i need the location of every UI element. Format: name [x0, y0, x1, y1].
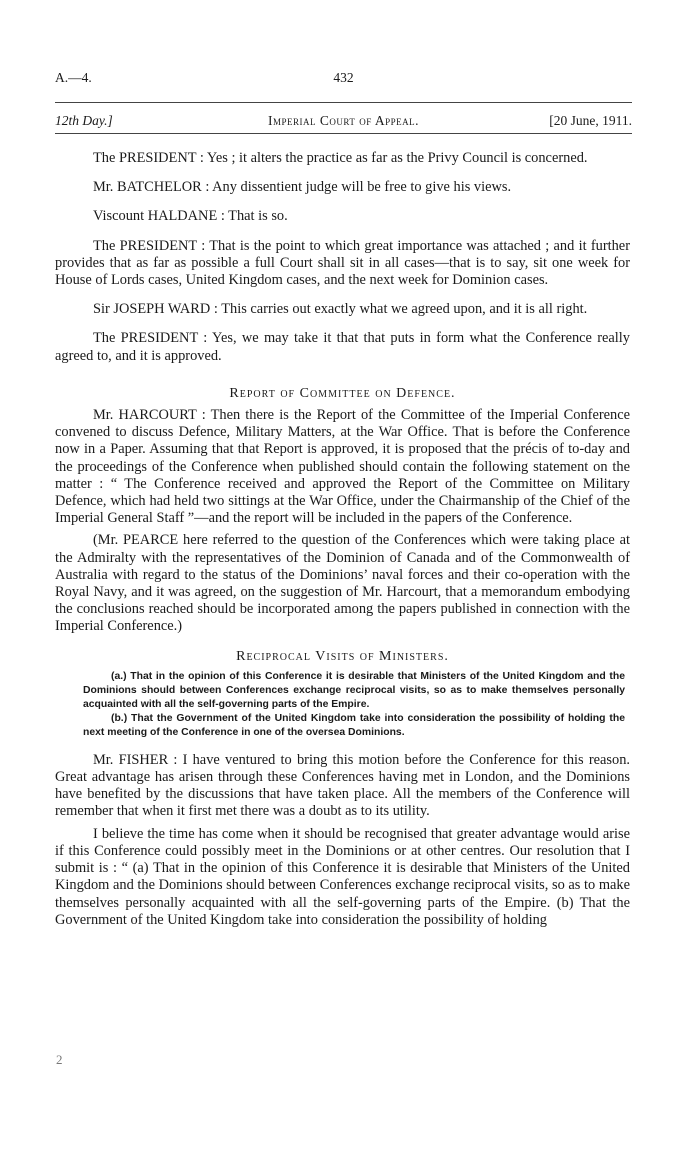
document-reference: A.—4. [55, 70, 92, 85]
paragraph: I believe the time has come when it should be recognised that greater advantage would arise if this Conference could possibly meet in the Dominions or at other centres. Our resolution that I submit is : “ (a) That in the opinion of this Conference it is desirable that Ministers of the United Kingdom and the Dominions should between Conferences exchange reciprocal visits, so as to make themselves personally acquainted with all the self-governing parts of the Empire. (b) That the Government of the United Kingdom take into consideration the possibility of holding [55, 825, 630, 928]
sitting-date: [20 June, 1911. [549, 113, 632, 128]
top-header [55, 70, 632, 90]
section-heading-defence: Report of Committee on Defence. [229, 385, 456, 401]
paragraph: Mr. HARCOURT : Then there is the Report of the Committee of the Imperial Conference convened to discuss Defence, Military Matters, at the War Office. That is before the Conference now in a Paper. Assuming that that Report is approved, it is proposed that the précis of to-day and the proceedings of the Conference when published should contain the following statement on the matter : “ The Conference received and approved the Report of the Committee on Military Defence, which had held two sittings at the War Office, under the Chairmanship of the Chief of the Imperial General Staff ”—and the report will be included in the papers of the Conference. [55, 407, 630, 527]
header-rule-top [55, 102, 632, 103]
paragraph: Mr. FISHER : I have ventured to bring this motion before the Conference for this reason. Great advantage has arisen through these Conferences having met in London, and the Dominions have benefited by the discussions that have taken place. All the members of the Conference will remember that when it first met there was a doubt as to its utility. [55, 751, 630, 820]
section-heading-reciprocal-visits: Reciprocal Visits of Ministers. [236, 648, 449, 664]
running-header [55, 113, 632, 133]
running-title: Imperial Court of Appeal. [268, 113, 419, 128]
resolution-a: (a.) That in the opinion of this Conference it is desirable that Ministers of the United Kingdom and the Dominions should between Conferences exchange reciprocal visits, so as to make themselves personally acquainted with all the self-governing parts of the Empire. [83, 670, 625, 710]
paragraph: (Mr. PEARCE here referred to the question of the Conferences which were taking place at the Admiralty with the representatives of the Dominion of Canada and of the Commonwealth of Australia with regard to the status of the Dominions’ naval forces and their co-operation with the Royal Navy, and it was agreed, on the suggestion of Mr. Harcourt, that a memorandum embodying the conclusions reached should be incorporated among the papers published in connection with the Imperial Conference.) [55, 532, 630, 635]
resolution-text [55, 670, 630, 740]
document-body [55, 150, 630, 929]
paragraph: The PRESIDENT : Yes, we may take it that that puts in form what the Conference really agreed to, and it is approved. [55, 330, 630, 364]
resolution-b: (b.) That the Government of the United Kingdom take into consideration the possibility of holding the next meeting of the Conference in one of the oversea Dominions. [83, 712, 625, 738]
header-rule-bottom [55, 133, 632, 134]
paragraph: Sir JOSEPH WARD : This carries out exactly what we agreed upon, and it is all right. [93, 301, 588, 318]
signature-mark: 2 [56, 1052, 63, 1067]
paragraph: Mr. BATCHELOR : Any dissentient judge will be free to give his views. [93, 179, 512, 196]
page-number: 432 [333, 70, 354, 85]
paragraph: The PRESIDENT : That is the point to which great importance was attached ; and it further provides that as far as possible a full Court shall sit in all cases—that is to say, sit one week for House of Lords cases, United Kingdom cases, and the next week for Dominion cases. [55, 237, 630, 289]
paragraph: Viscount HALDANE : That is so. [93, 208, 288, 225]
sitting-day: 12th Day.] [55, 113, 113, 128]
paragraph: The PRESIDENT : Yes ; it alters the practice as far as the Privy Council is concerned. [93, 150, 588, 166]
